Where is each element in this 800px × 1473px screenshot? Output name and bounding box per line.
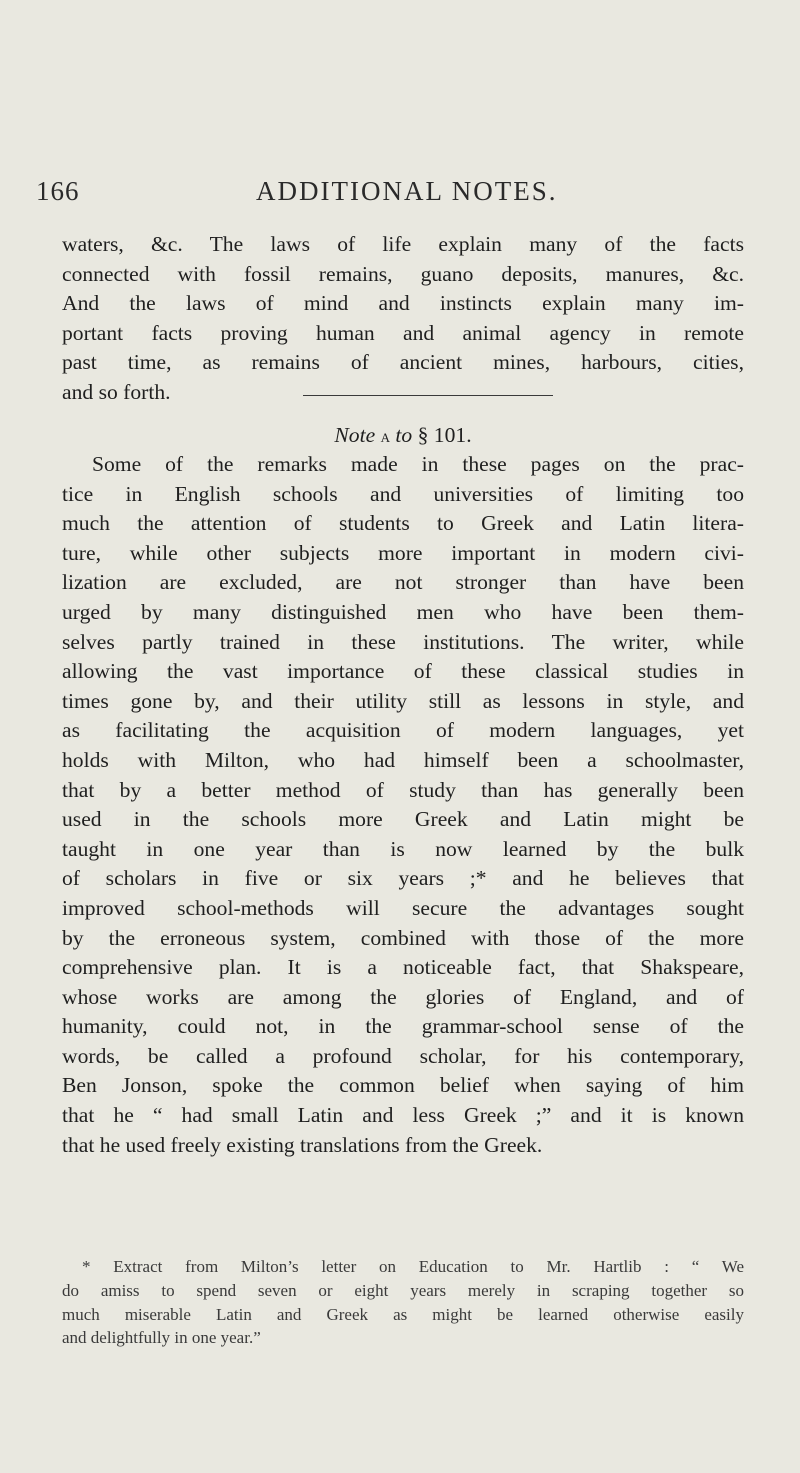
footnote-line: * Extract from Milton’s letter on Education to Mr. Hartlib : “ We: [82, 1257, 744, 1276]
note-heading: [62, 420, 744, 451]
text-line: humanity, could not, in the grammar-school sense of the: [62, 1014, 744, 1039]
paragraph-note-a: [62, 450, 744, 1160]
text-line: taught in one year than is now learned by the bulk: [62, 836, 744, 861]
text-line: that he “ had small Latin and less Greek ;” and it is known: [62, 1103, 744, 1128]
text-line: as facilitating the acquisition of modern languages, yet: [62, 718, 744, 743]
page-number: 166: [36, 176, 80, 206]
note-heading-letter: a: [380, 426, 390, 446]
text-line: and so forth.: [62, 379, 171, 404]
text-line: lization are excluded, are not stronger than have been: [62, 570, 744, 595]
text-line: comprehensive plan. It is a noticeable fact, that Shakspeare,: [62, 955, 744, 980]
note-heading-section: § 101.: [417, 423, 472, 447]
note-heading-note: Note: [334, 423, 376, 447]
text-line: improved school-methods will secure the advantages sought: [62, 895, 744, 920]
running-title: ADDITIONAL NOTES.: [256, 176, 558, 206]
text-line: times gone by, and their utility still as lessons in style, and: [62, 688, 744, 713]
note-heading-to: to: [395, 423, 413, 447]
text-line: connected with fossil remains, guano deposits, manures, &c.: [62, 261, 744, 286]
text-line: much the attention of students to Greek and Latin litera-: [62, 511, 744, 536]
text-line: portant facts proving human and animal agency in remote: [62, 320, 744, 345]
text-line: selves partly trained in these institutions. The writer, while: [62, 629, 744, 654]
section-divider-rule: [303, 395, 553, 396]
text-line: that by a better method of study than has generally been: [62, 777, 744, 802]
text-line: Some of the remarks made in these pages on the prac-: [92, 452, 744, 476]
text-line: words, be called a profound scholar, for his contemporary,: [62, 1043, 744, 1068]
text-line: used in the schools more Greek and Latin might be: [62, 807, 744, 832]
text-line: of scholars in five or six years ;* and he believes that: [62, 866, 744, 891]
text-line: allowing the vast importance of these classical studies in: [62, 659, 744, 684]
text-line: by the erroneous system, combined with those of the more: [62, 925, 744, 950]
text-line: holds with Milton, who had himself been a schoolmaster,: [62, 747, 744, 772]
footnote-line: and delightfully in one year.”: [62, 1328, 261, 1348]
text-line: And the laws of mind and instincts explain many im-: [62, 291, 744, 316]
text-line: ture, while other subjects more important in modern civi-: [62, 540, 744, 565]
text-line: Ben Jonson, spoke the common belief when saying of him: [62, 1073, 744, 1098]
text-line: tice in English schools and universities of limiting too: [62, 481, 744, 506]
footnote: [62, 1255, 744, 1350]
footnote-line: much miserable Latin and Greek as might be learned otherwise easily: [62, 1304, 744, 1324]
text-line: waters, &c. The laws of life explain many of the facts: [62, 232, 744, 256]
text-line: whose works are among the glories of England, and of: [62, 984, 744, 1009]
running-head: [36, 176, 796, 216]
footnote-line: do amiss to spend seven or eight years merely in scraping together so: [62, 1280, 744, 1300]
text-line: that he used freely existing translations from the Greek.: [62, 1132, 543, 1157]
text-line: past time, as remains of ancient mines, harbours, cities,: [62, 350, 744, 375]
text-line: urged by many distinguished men who have been them-: [62, 599, 744, 624]
paragraph-continued: [62, 230, 744, 408]
